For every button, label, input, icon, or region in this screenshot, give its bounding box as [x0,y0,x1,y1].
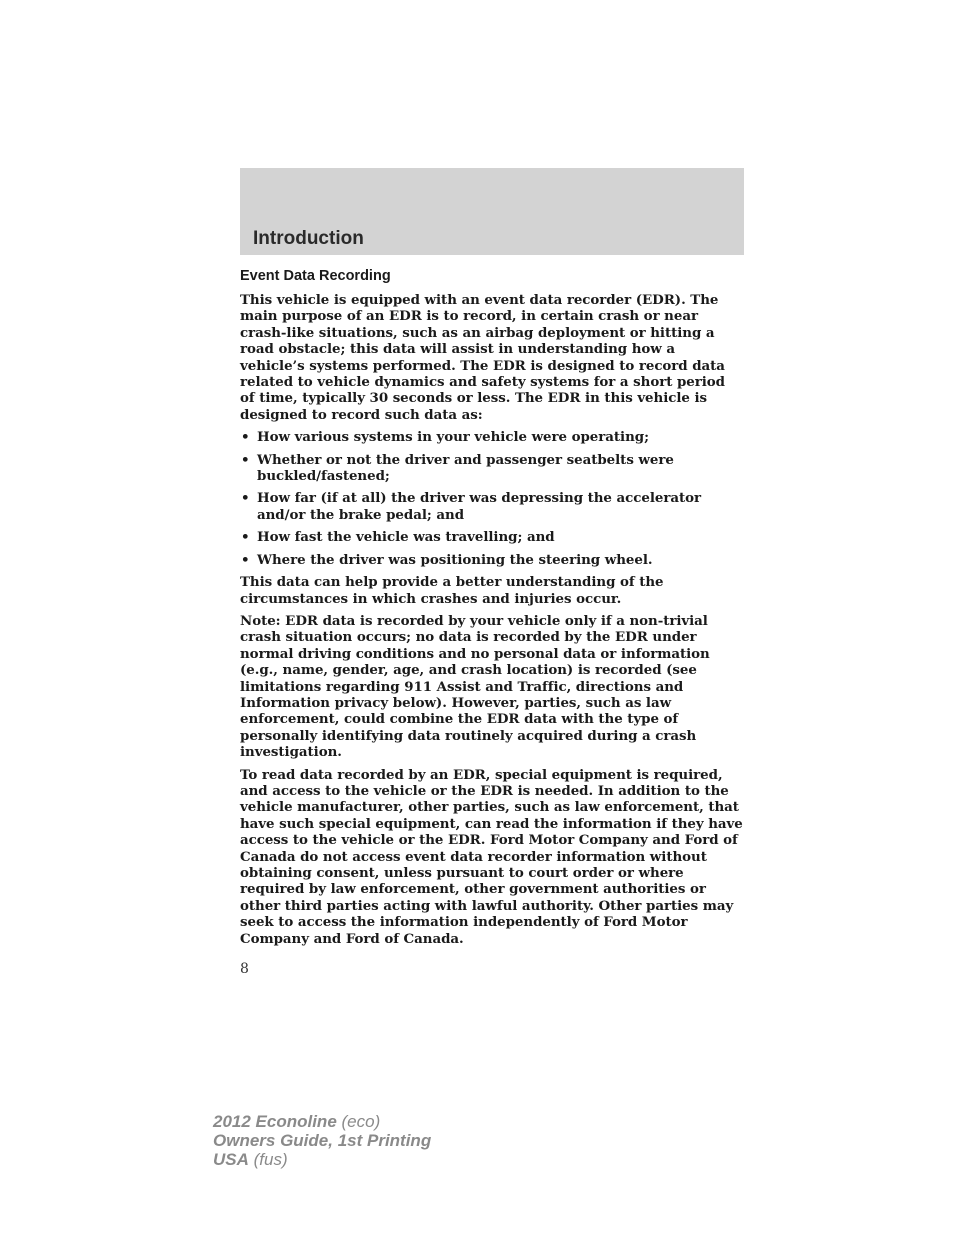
publication-footer [213,1112,431,1169]
intro-paragraph: This vehicle is equipped with an event data recorder (EDR). The main purpose of an EDR is to record, in certain crash or near crash-like situations, such as an airbag deployment or hitting a road obstacle; this data will assist in understanding how a vehicle’s systems performed. The EDR is designed to record data related to vehicle dynamics and safety systems for a short period of time, typically 30 seconds or less. The EDR in this vehicle is designed to record such data as: [240,292,725,423]
page-number: 8 [240,961,249,977]
footer-model-code: (eco) [341,1112,381,1131]
page-content [240,266,744,953]
list-item-text: How various systems in your vehicle were operating; [257,429,649,446]
section-header-band [240,168,744,255]
list-item-text: Whether or not the driver and passenger seatbelts were buckled/fastened; [257,451,674,485]
list-item [240,529,744,545]
footer-guide: Owners Guide, 1st Printing [213,1131,432,1150]
bullet-icon: • [241,429,250,446]
bullet-icon: • [241,551,250,568]
understanding-paragraph: This data can help provide a better understanding of the circumstances in which crashes and injuries occur. [240,574,664,607]
footer-market: USA [213,1150,249,1169]
bullet-icon: • [241,490,250,507]
access-paragraph: To read data recorded by an EDR, special equipment is required, and access to the vehicle or the EDR is needed. In addition to the vehicle manufacturer, other parties, such as law enforcement, that have such special equipment, can read the information if they have access to the vehicle or the EDR. Ford Motor Company and Ford of Canada do not access event data recorder information without obtaining consent, unless pursuant to court order or where required by law enforcement, other government authorities or other third parties acting with lawful authority. Other parties may seek to access the information independently of Ford Motor Company and Ford of Canada. [240,766,743,947]
list-item [240,552,744,568]
footer-market-code: (fus) [253,1150,288,1169]
list-item-text: How fast the vehicle was travelling; and [257,529,555,546]
list-item [240,429,744,445]
list-item [240,452,744,485]
footer-model: 2012 Econoline [213,1112,337,1131]
bullet-icon: • [241,529,250,546]
note-paragraph: Note: EDR data is recorded by your vehicle only if a non-trivial crash situation occurs; no data is recorded by the EDR under normal driving conditions and no personal data or information (e.g., name, gender, age, and crash location) is recorded (see limitations regarding 911 Assist and Traffic, directions and Information privacy below). However, parties, such as law enforcement, could combine the EDR data with the type of personally identifying data routinely acquired during a crash investigation. [240,612,710,761]
list-item [240,490,744,523]
footer-market-line [213,1150,431,1169]
list-item-text: How far (if at all) the driver was depressing the accelerator and/or the brake pedal; and [257,490,701,523]
footer-model-line [213,1112,431,1131]
list-item-text: Where the driver was positioning the steering wheel. [257,551,653,568]
recorded-data-list [240,429,744,568]
footer-guide-line [213,1131,431,1150]
section-title: Introduction [253,228,364,249]
bullet-icon: • [241,451,250,468]
section-heading: Event Data Recording [240,268,391,284]
